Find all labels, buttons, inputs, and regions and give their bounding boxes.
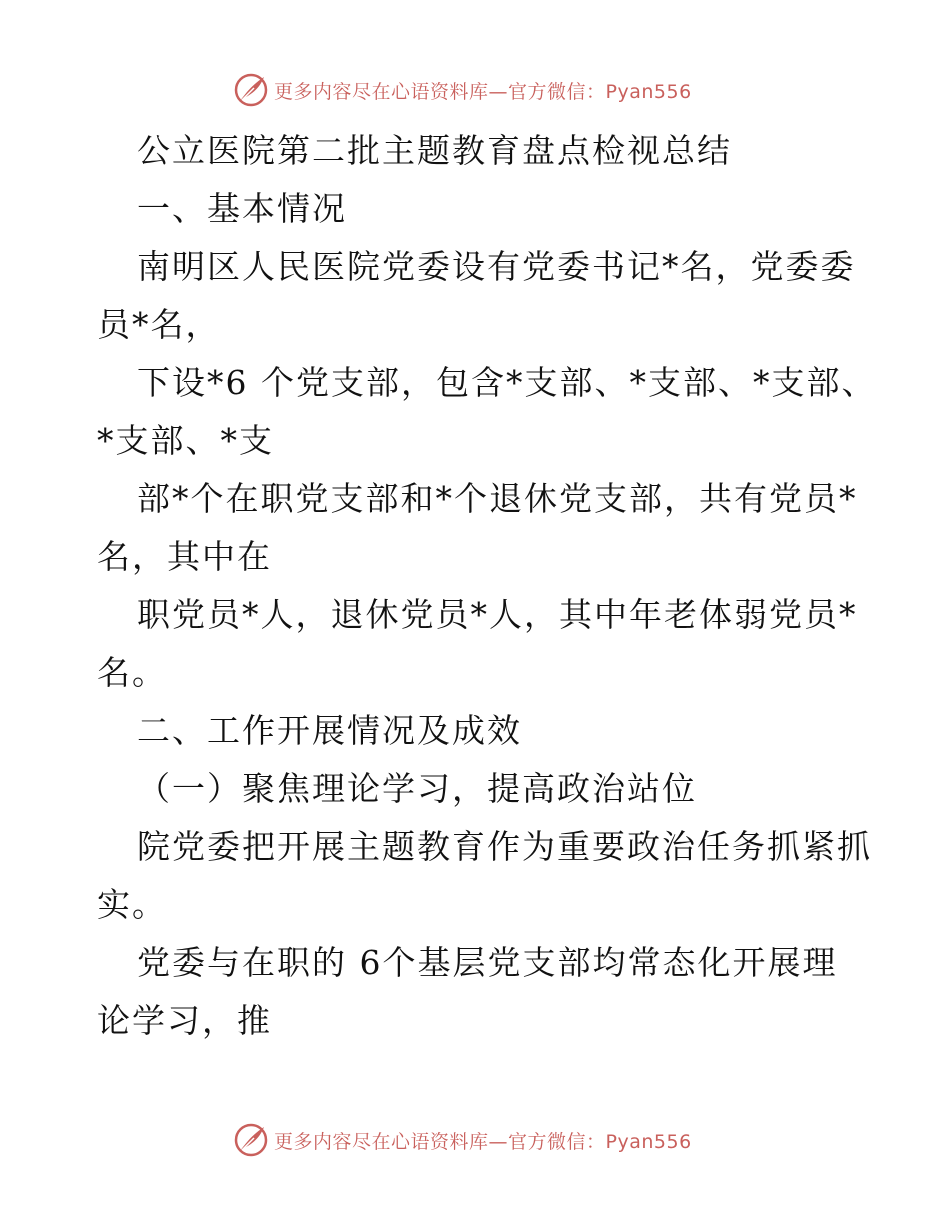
text-line: 职党员*人，退休党员*人，其中年老体弱党员* (137, 595, 858, 634)
text-line: 名，其中在 (97, 537, 272, 576)
text-line: 一、基本情况 (137, 189, 347, 228)
document-body (97, 122, 877, 1050)
text-line: 南明区人民医院党委设有党委书记*名，党委委 (137, 247, 856, 286)
watermark-id: Pyan556 (605, 80, 692, 103)
text-line: *支部、*支 (97, 421, 274, 460)
watermark-id: Pyan556 (605, 1130, 692, 1153)
document-title: 公立医院第二批主题教育盘点检视总结 (137, 131, 732, 170)
text-line: 名。 (97, 653, 167, 692)
text-line: （一）聚焦理论学习，提高政治站位 (137, 769, 697, 808)
text-line: 院党委把开展主题教育作为重要政治任务抓紧抓 (137, 827, 872, 866)
text-line: 员*名， (97, 305, 221, 344)
text-line: 下设*6 个党支部，包含*支部、*支部、*支部、 (137, 363, 877, 402)
text-line: 二、工作开展情况及成效 (137, 711, 522, 750)
quill-logo-icon (232, 71, 270, 109)
text-line: 论学习，推 (97, 1001, 272, 1040)
quill-logo-icon (232, 1121, 270, 1159)
document-lines (97, 180, 877, 1050)
watermark-text: 更多内容尽在心语资料库—官方微信：Pyan556 (274, 80, 692, 103)
text-line: 实。 (97, 885, 167, 924)
watermark-header (232, 70, 692, 110)
text-line: 部*个在职党支部和*个退休党支部，共有党员* (137, 479, 858, 518)
watermark-footer (232, 1120, 692, 1160)
watermark-text: 更多内容尽在心语资料库—官方微信：Pyan556 (274, 1130, 692, 1153)
text-line: 党委与在职的 6个基层党支部均常态化开展理 (137, 943, 838, 982)
